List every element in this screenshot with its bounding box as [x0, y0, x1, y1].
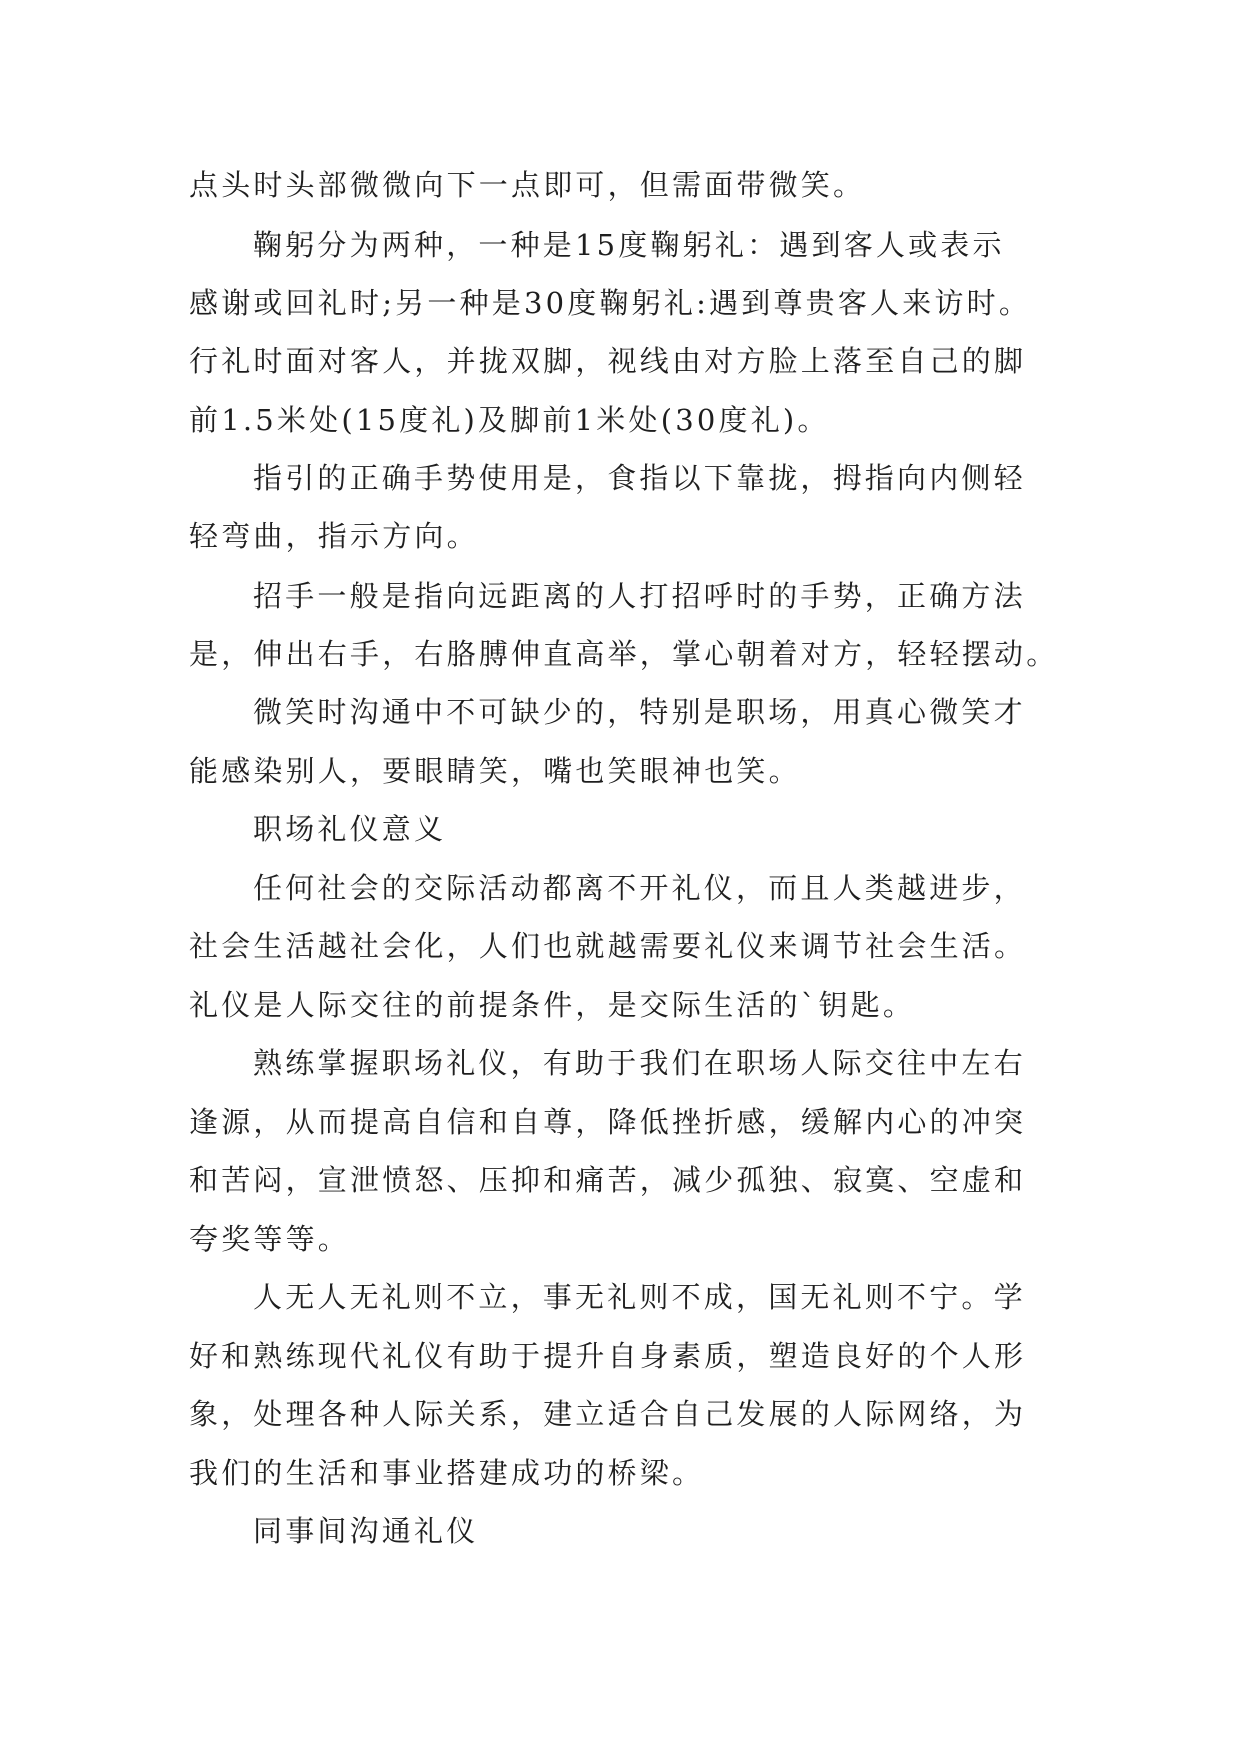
text-line: 感谢或回礼时;另一种是30度鞠躬礼:遇到尊贵客人来访时。	[189, 286, 1032, 320]
text-line: 行礼时面对客人，并拢双脚，视线由对方脸上落至自己的脚	[189, 344, 1027, 378]
text-line: 前1.5米处(15度礼)及脚前1米处(30度礼)。	[189, 403, 830, 437]
text-line: 逢源，从而提高自信和自尊，降低挫折感，缓解内心的冲突	[189, 1105, 1027, 1139]
text-line: 社会生活越社会化，人们也就越需要礼仪来调节社会生活。	[189, 929, 1027, 963]
paragraph-start-line: 微笑时沟通中不可缺少的，特别是职场，用真心微笑才	[253, 695, 1026, 729]
section-heading: 职场礼仪意义	[253, 812, 447, 846]
text-line: 和苦闷，宣泄愤怒、压抑和痛苦，减少孤独、寂寞、空虚和	[189, 1163, 1027, 1197]
text-line: 是，伸出右手，右胳膊伸直高举，掌心朝着对方，轻轻摆动。	[189, 637, 1059, 671]
text-line: 象，处理各种人际关系，建立适合自己发展的人际网络，为	[189, 1397, 1027, 1431]
paragraph-start-line: 熟练掌握职场礼仪，有助于我们在职场人际交往中左右	[253, 1046, 1026, 1080]
text-line: 夸奖等等。	[189, 1222, 351, 1256]
text-line: 礼仪是人际交往的前提条件，是交际生活的`钥匙。	[189, 988, 916, 1022]
text-line: 轻弯曲，指示方向。	[189, 519, 479, 553]
text-line: 点头时头部微微向下一点即可，但需面带微笑。	[189, 168, 866, 202]
paragraph-start-line: 任何社会的交际活动都离不开礼仪，而且人类越进步，	[253, 871, 1026, 905]
text-line: 我们的生活和事业搭建成功的桥梁。	[189, 1456, 705, 1490]
paragraph-start-line: 招手一般是指向远距离的人打招呼时的手势，正确方法	[253, 579, 1026, 613]
paragraph-start-line: 鞠躬分为两种，一种是15度鞠躬礼：遇到客人或表示	[253, 228, 1005, 262]
paragraph-start-line: 指引的正确手势使用是，食指以下靠拢，拇指向内侧轻	[253, 461, 1026, 495]
paragraph-start-line: 人无人无礼则不立，事无礼则不成，国无礼则不宁。学	[253, 1280, 1026, 1314]
text-line: 好和熟练现代礼仪有助于提升自身素质，塑造良好的个人形	[189, 1339, 1027, 1373]
text-line: 能感染别人，要眼睛笑，嘴也笑眼神也笑。	[189, 754, 801, 788]
section-heading: 同事间沟通礼仪	[253, 1514, 479, 1548]
